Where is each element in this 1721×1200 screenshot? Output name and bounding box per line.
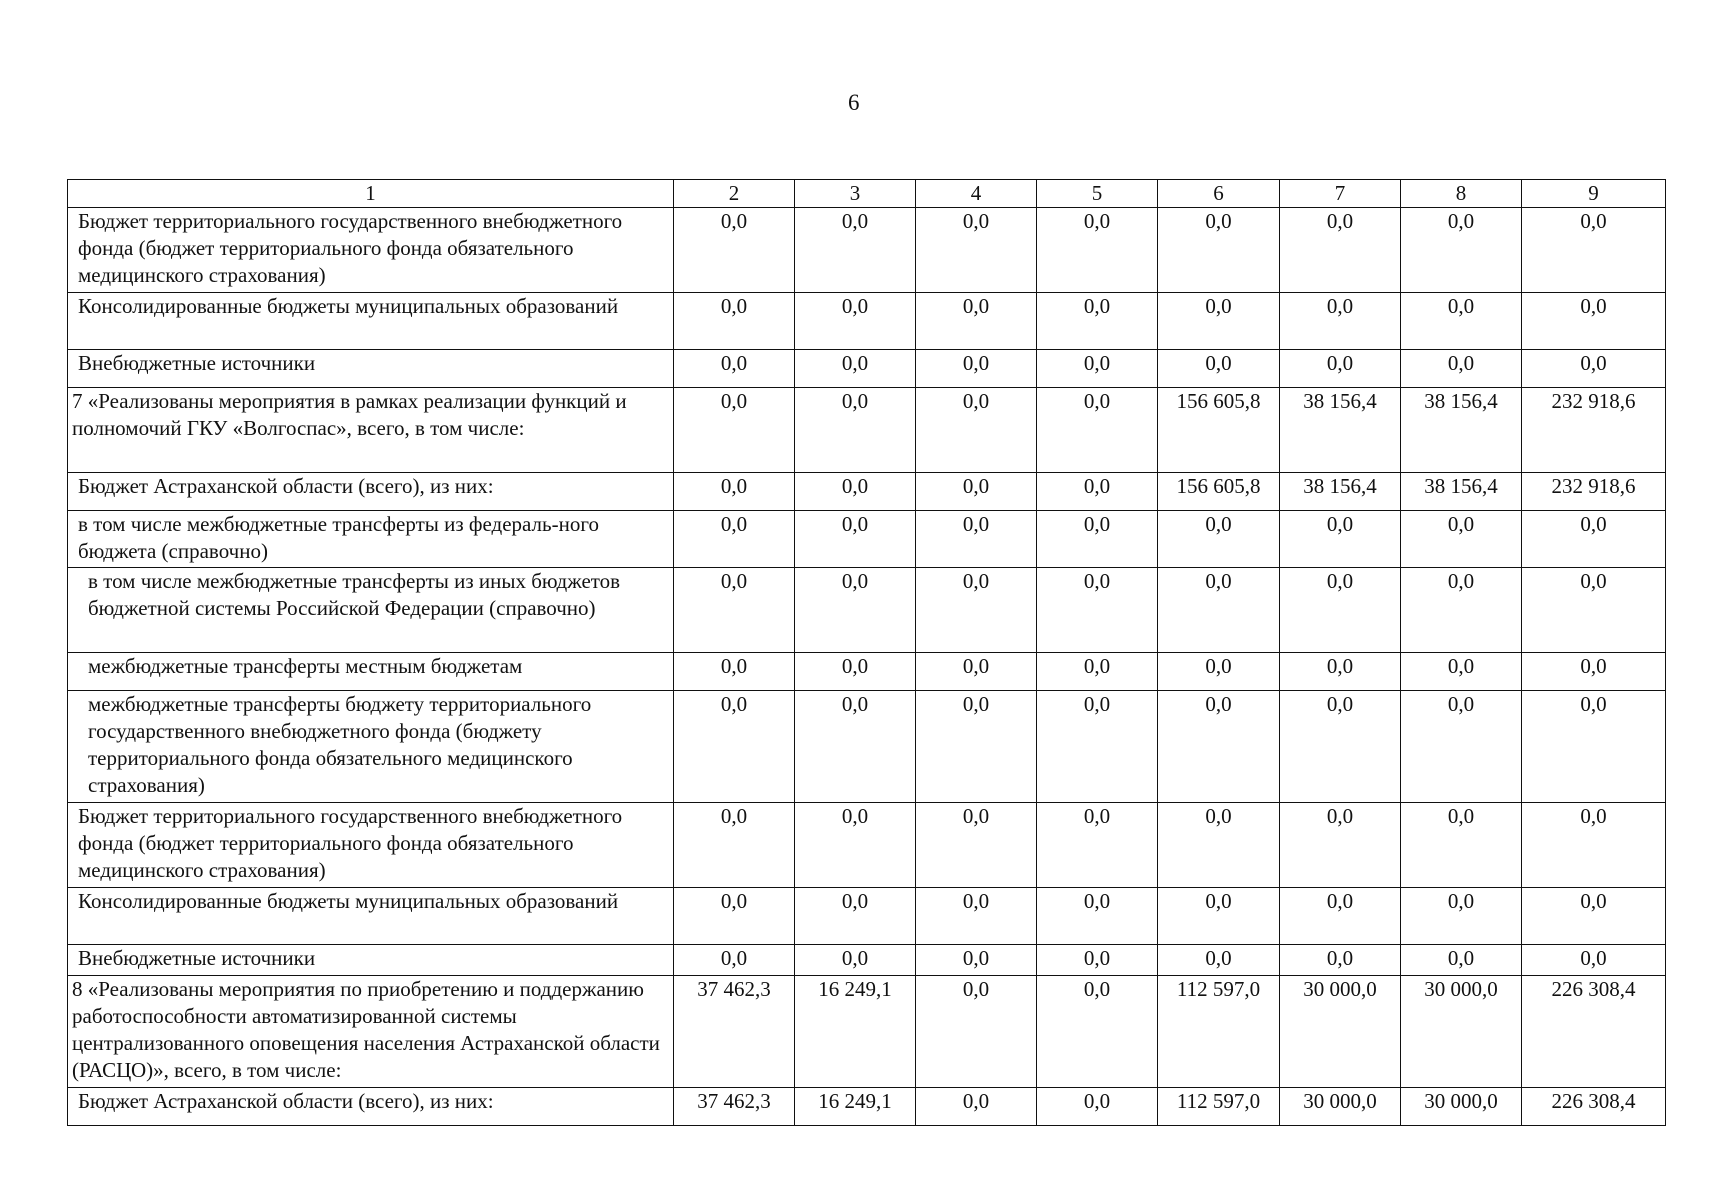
value-cell-col-8: 0,0 bbox=[1401, 208, 1522, 293]
row-label: межбюджетные трансферты бюджету территориального государственного внебюджетного фонда (бюджету территориального фонда обязательного медицинского страхования) bbox=[68, 691, 674, 803]
value-cell-col-4: 0,0 bbox=[916, 803, 1037, 888]
value-cell-col-9: 0,0 bbox=[1522, 945, 1666, 976]
value-cell-col-7: 0,0 bbox=[1280, 350, 1401, 388]
value-cell-col-2: 0,0 bbox=[674, 653, 795, 691]
value-cell-col-4: 0,0 bbox=[916, 293, 1037, 350]
header-row bbox=[68, 180, 1666, 208]
value-cell-col-3: 0,0 bbox=[795, 945, 916, 976]
value-cell-col-7: 0,0 bbox=[1280, 208, 1401, 293]
value-cell-col-3: 0,0 bbox=[795, 691, 916, 803]
value-cell-col-4: 0,0 bbox=[916, 388, 1037, 473]
value-cell-col-7: 0,0 bbox=[1280, 653, 1401, 691]
row-label: Бюджет Астраханской области (всего), из них: bbox=[68, 473, 674, 511]
table-row bbox=[68, 945, 1666, 976]
value-cell-col-3: 0,0 bbox=[795, 350, 916, 388]
value-cell-col-4: 0,0 bbox=[916, 511, 1037, 568]
table-row bbox=[68, 568, 1666, 653]
value-cell-col-5: 0,0 bbox=[1037, 1088, 1158, 1126]
value-cell-col-7: 38 156,4 bbox=[1280, 473, 1401, 511]
column-header-4: 4 bbox=[916, 180, 1037, 208]
value-cell-col-3: 16 249,1 bbox=[795, 976, 916, 1088]
table-row bbox=[68, 388, 1666, 473]
value-cell-col-8: 38 156,4 bbox=[1401, 473, 1522, 511]
value-cell-col-6: 112 597,0 bbox=[1158, 1088, 1280, 1126]
value-cell-col-6: 156 605,8 bbox=[1158, 388, 1280, 473]
value-cell-col-9: 0,0 bbox=[1522, 293, 1666, 350]
value-cell-col-5: 0,0 bbox=[1037, 945, 1158, 976]
value-cell-col-8: 0,0 bbox=[1401, 293, 1522, 350]
value-cell-col-5: 0,0 bbox=[1037, 388, 1158, 473]
value-cell-col-8: 30 000,0 bbox=[1401, 1088, 1522, 1126]
value-cell-col-8: 0,0 bbox=[1401, 945, 1522, 976]
value-cell-col-3: 0,0 bbox=[795, 888, 916, 945]
value-cell-col-4: 0,0 bbox=[916, 208, 1037, 293]
value-cell-col-2: 0,0 bbox=[674, 473, 795, 511]
value-cell-col-4: 0,0 bbox=[916, 976, 1037, 1088]
value-cell-col-3: 16 249,1 bbox=[795, 1088, 916, 1126]
column-header-6: 6 bbox=[1158, 180, 1280, 208]
table-row bbox=[68, 976, 1666, 1088]
value-cell-col-9: 0,0 bbox=[1522, 568, 1666, 653]
value-cell-col-6: 0,0 bbox=[1158, 888, 1280, 945]
table-row bbox=[68, 653, 1666, 691]
value-cell-col-7: 30 000,0 bbox=[1280, 1088, 1401, 1126]
value-cell-col-3: 0,0 bbox=[795, 388, 916, 473]
value-cell-col-4: 0,0 bbox=[916, 473, 1037, 511]
value-cell-col-6: 156 605,8 bbox=[1158, 473, 1280, 511]
value-cell-col-2: 0,0 bbox=[674, 350, 795, 388]
row-label: в том числе межбюджетные трансферты из иных бюджетов бюджетной системы Российской Федерации (справочно) bbox=[68, 568, 674, 653]
value-cell-col-4: 0,0 bbox=[916, 350, 1037, 388]
column-header-7: 7 bbox=[1280, 180, 1401, 208]
value-cell-col-5: 0,0 bbox=[1037, 803, 1158, 888]
row-label: Бюджет территориального государственного внебюджетного фонда (бюджет территориального фонда обязательного медицинского страхования) bbox=[68, 208, 674, 293]
column-header-1: 1 bbox=[68, 180, 674, 208]
row-label: 7 «Реализованы мероприятия в рамках реализации функций и полномочий ГКУ «Волгоспас», всего, в том числе: bbox=[68, 388, 674, 473]
value-cell-col-6: 0,0 bbox=[1158, 293, 1280, 350]
value-cell-col-4: 0,0 bbox=[916, 1088, 1037, 1126]
value-cell-col-8: 0,0 bbox=[1401, 691, 1522, 803]
value-cell-col-6: 0,0 bbox=[1158, 208, 1280, 293]
table-header bbox=[68, 180, 1666, 208]
value-cell-col-9: 0,0 bbox=[1522, 803, 1666, 888]
value-cell-col-2: 0,0 bbox=[674, 945, 795, 976]
row-label: межбюджетные трансферты местным бюджетам bbox=[68, 653, 674, 691]
value-cell-col-2: 0,0 bbox=[674, 691, 795, 803]
value-cell-col-8: 38 156,4 bbox=[1401, 388, 1522, 473]
row-label: Консолидированные бюджеты муниципальных образований bbox=[68, 888, 674, 945]
value-cell-col-5: 0,0 bbox=[1037, 691, 1158, 803]
value-cell-col-3: 0,0 bbox=[795, 511, 916, 568]
value-cell-col-2: 37 462,3 bbox=[674, 1088, 795, 1126]
value-cell-col-6: 0,0 bbox=[1158, 568, 1280, 653]
value-cell-col-3: 0,0 bbox=[795, 208, 916, 293]
column-header-8: 8 bbox=[1401, 180, 1522, 208]
table-row bbox=[68, 293, 1666, 350]
value-cell-col-7: 0,0 bbox=[1280, 803, 1401, 888]
value-cell-col-5: 0,0 bbox=[1037, 208, 1158, 293]
page-number: 6 bbox=[848, 90, 860, 115]
value-cell-col-4: 0,0 bbox=[916, 568, 1037, 653]
value-cell-col-4: 0,0 bbox=[916, 945, 1037, 976]
value-cell-col-5: 0,0 bbox=[1037, 350, 1158, 388]
value-cell-col-8: 0,0 bbox=[1401, 653, 1522, 691]
column-header-5: 5 bbox=[1037, 180, 1158, 208]
value-cell-col-7: 0,0 bbox=[1280, 511, 1401, 568]
value-cell-col-3: 0,0 bbox=[795, 653, 916, 691]
row-label: в том числе межбюджетные трансферты из федераль-ного бюджета (справочно) bbox=[68, 511, 674, 568]
budget-table bbox=[67, 179, 1666, 1126]
value-cell-col-6: 0,0 bbox=[1158, 803, 1280, 888]
value-cell-col-9: 226 308,4 bbox=[1522, 976, 1666, 1088]
table-row bbox=[68, 511, 1666, 568]
value-cell-col-2: 0,0 bbox=[674, 888, 795, 945]
value-cell-col-5: 0,0 bbox=[1037, 293, 1158, 350]
value-cell-col-4: 0,0 bbox=[916, 653, 1037, 691]
value-cell-col-2: 0,0 bbox=[674, 511, 795, 568]
value-cell-col-9: 0,0 bbox=[1522, 653, 1666, 691]
column-header-2: 2 bbox=[674, 180, 795, 208]
value-cell-col-4: 0,0 bbox=[916, 888, 1037, 945]
value-cell-col-5: 0,0 bbox=[1037, 568, 1158, 653]
value-cell-col-7: 0,0 bbox=[1280, 293, 1401, 350]
table-body bbox=[68, 208, 1666, 1126]
value-cell-col-5: 0,0 bbox=[1037, 976, 1158, 1088]
value-cell-col-7: 0,0 bbox=[1280, 945, 1401, 976]
row-label: Консолидированные бюджеты муниципальных образований bbox=[68, 293, 674, 350]
table-row bbox=[68, 803, 1666, 888]
value-cell-col-6: 0,0 bbox=[1158, 511, 1280, 568]
value-cell-col-9: 226 308,4 bbox=[1522, 1088, 1666, 1126]
column-header-9: 9 bbox=[1522, 180, 1666, 208]
value-cell-col-7: 0,0 bbox=[1280, 568, 1401, 653]
value-cell-col-7: 30 000,0 bbox=[1280, 976, 1401, 1088]
value-cell-col-3: 0,0 bbox=[795, 473, 916, 511]
value-cell-col-9: 0,0 bbox=[1522, 888, 1666, 945]
value-cell-col-5: 0,0 bbox=[1037, 511, 1158, 568]
value-cell-col-3: 0,0 bbox=[795, 293, 916, 350]
value-cell-col-9: 232 918,6 bbox=[1522, 388, 1666, 473]
column-header-3: 3 bbox=[795, 180, 916, 208]
row-label: Внебюджетные источники bbox=[68, 945, 674, 976]
value-cell-col-8: 0,0 bbox=[1401, 511, 1522, 568]
value-cell-col-6: 112 597,0 bbox=[1158, 976, 1280, 1088]
table-row bbox=[68, 888, 1666, 945]
value-cell-col-7: 0,0 bbox=[1280, 888, 1401, 945]
table-row bbox=[68, 473, 1666, 511]
value-cell-col-7: 0,0 bbox=[1280, 691, 1401, 803]
value-cell-col-8: 0,0 bbox=[1401, 803, 1522, 888]
table-row bbox=[68, 350, 1666, 388]
row-label: Внебюджетные источники bbox=[68, 350, 674, 388]
value-cell-col-8: 0,0 bbox=[1401, 888, 1522, 945]
value-cell-col-5: 0,0 bbox=[1037, 653, 1158, 691]
value-cell-col-8: 30 000,0 bbox=[1401, 976, 1522, 1088]
value-cell-col-6: 0,0 bbox=[1158, 945, 1280, 976]
value-cell-col-2: 0,0 bbox=[674, 803, 795, 888]
value-cell-col-6: 0,0 bbox=[1158, 653, 1280, 691]
value-cell-col-2: 37 462,3 bbox=[674, 976, 795, 1088]
value-cell-col-3: 0,0 bbox=[795, 568, 916, 653]
value-cell-col-4: 0,0 bbox=[916, 691, 1037, 803]
table-row bbox=[68, 691, 1666, 803]
value-cell-col-9: 0,0 bbox=[1522, 208, 1666, 293]
table-row bbox=[68, 208, 1666, 293]
row-label: Бюджет Астраханской области (всего), из них: bbox=[68, 1088, 674, 1126]
value-cell-col-3: 0,0 bbox=[795, 803, 916, 888]
value-cell-col-6: 0,0 bbox=[1158, 350, 1280, 388]
table-row bbox=[68, 1088, 1666, 1126]
value-cell-col-9: 0,0 bbox=[1522, 511, 1666, 568]
value-cell-col-9: 232 918,6 bbox=[1522, 473, 1666, 511]
value-cell-col-8: 0,0 bbox=[1401, 568, 1522, 653]
value-cell-col-2: 0,0 bbox=[674, 388, 795, 473]
value-cell-col-2: 0,0 bbox=[674, 568, 795, 653]
row-label: Бюджет территориального государственного внебюджетного фонда (бюджет территориального фонда обязательного медицинского страхования) bbox=[68, 803, 674, 888]
value-cell-col-2: 0,0 bbox=[674, 293, 795, 350]
value-cell-col-9: 0,0 bbox=[1522, 691, 1666, 803]
value-cell-col-2: 0,0 bbox=[674, 208, 795, 293]
value-cell-col-6: 0,0 bbox=[1158, 691, 1280, 803]
value-cell-col-9: 0,0 bbox=[1522, 350, 1666, 388]
value-cell-col-7: 38 156,4 bbox=[1280, 388, 1401, 473]
value-cell-col-8: 0,0 bbox=[1401, 350, 1522, 388]
row-label: 8 «Реализованы мероприятия по приобретению и поддержанию работоспособности автоматизированной системы централизованного оповещения населения Астраханской области (РАСЦО)», всего, в том числе: bbox=[68, 976, 674, 1088]
value-cell-col-5: 0,0 bbox=[1037, 888, 1158, 945]
value-cell-col-5: 0,0 bbox=[1037, 473, 1158, 511]
